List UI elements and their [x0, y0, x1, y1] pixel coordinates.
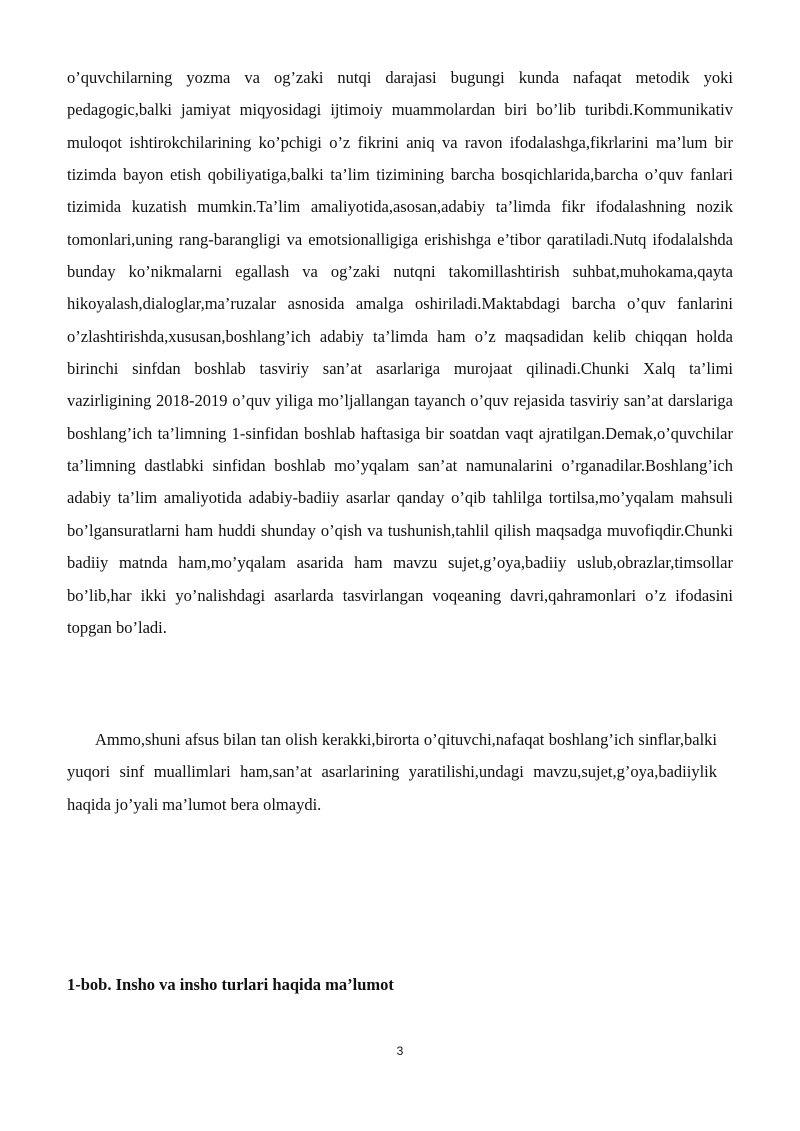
body-paragraph-1: o’quvchilarning yozma va og’zaki nutqi darajasi bugungi kunda nafaqat metodik yoki pedagogic,balki jamiyat miqyosidagi ijtimoiy muammolardan biri bo’lib turibdi.Kommunikativ muloqot ishtirokchilarining ko’pchigi o’z fikrini aniq va ravon ifodalashga,fikrlarini ma’lum bir tizimda bayon etish qobiliyatiga,balki ta’lim tizimining barcha bosqichlarida,barcha o’quv fanlari tizimida kuzatish mumkin.Ta’lim amaliyotida,asosan,adabiy ta’limda fikr ifodalashning nozik tomonlari,uning rang-barangligi va emotsionalligiga erishishga e’tibor qaratiladi.Nutq ifodalalshda bunday ko’nikmalarni egallash va og’zaki nutqni takomillashtirish suhbat,muhokama,qayta hikoyalash,dialoglar,ma’ruzalar asnosida amalga oshiriladi.Maktabdagi barcha o’quv fanlarini o’zlashtirishda,xususan,boshlang’ich adabiy ta’limda ham o’z maqsadidan kelib chiqqan holda birinchi sinfdan boshlab tasviriy san’at asarlariga murojaat qilinadi.Chunki Xalq ta’limi vazirligining 2018-2019 o’quv yiliga mo’ljallangan tayanch o’quv rejasida tasviriy san’at darslariga boshlang’ich ta’limning 1-sinfidan boshlab haftasiga bir soatdan vaqt ajratilgan.Demak,o’quvchilar ta’limning dastlabki sinfidan boshlab mo’yqalam san’at namunalarini o’rganadilar.Boshlang’ich adabiy ta’lim amaliyotida adabiy-badiiy asarlar qanday o’qib tahlilga tortilsa,mo’yqalam mahsuli bo’lgansuratlarni ham huddi shunday o’qish va tushunish,tahlil qilish maqsadga muvofiqdir.Chunki badiiy matnda ham,mo’yqalam asarida ham mavzu sujet,g’oya,badiiy uslub,obrazlar,timsollar bo’lib,har ikki yo’nalishdagi asarlarda tasvirlangan voqeaning davri,qahramonlari o’z ifodasini topgan bo’ladi. — [67, 68, 733, 637]
page-number: 3 — [396, 1044, 404, 1058]
body-paragraph-2: Ammo,shuni afsus bilan tan olish kerakki,birorta o’qituvchi,nafaqat boshlang’ich sinflar,balki yuqori sinf muallimlari ham,san’at asarlarining yaratilishi,undagi mavzu,sujet,g’oya,badiiylik haqida jo’yali ma’lumot bera olmaydi. — [67, 730, 717, 814]
chapter-heading: 1-bob. Insho va insho turlari haqida ma’lumot — [67, 975, 394, 994]
